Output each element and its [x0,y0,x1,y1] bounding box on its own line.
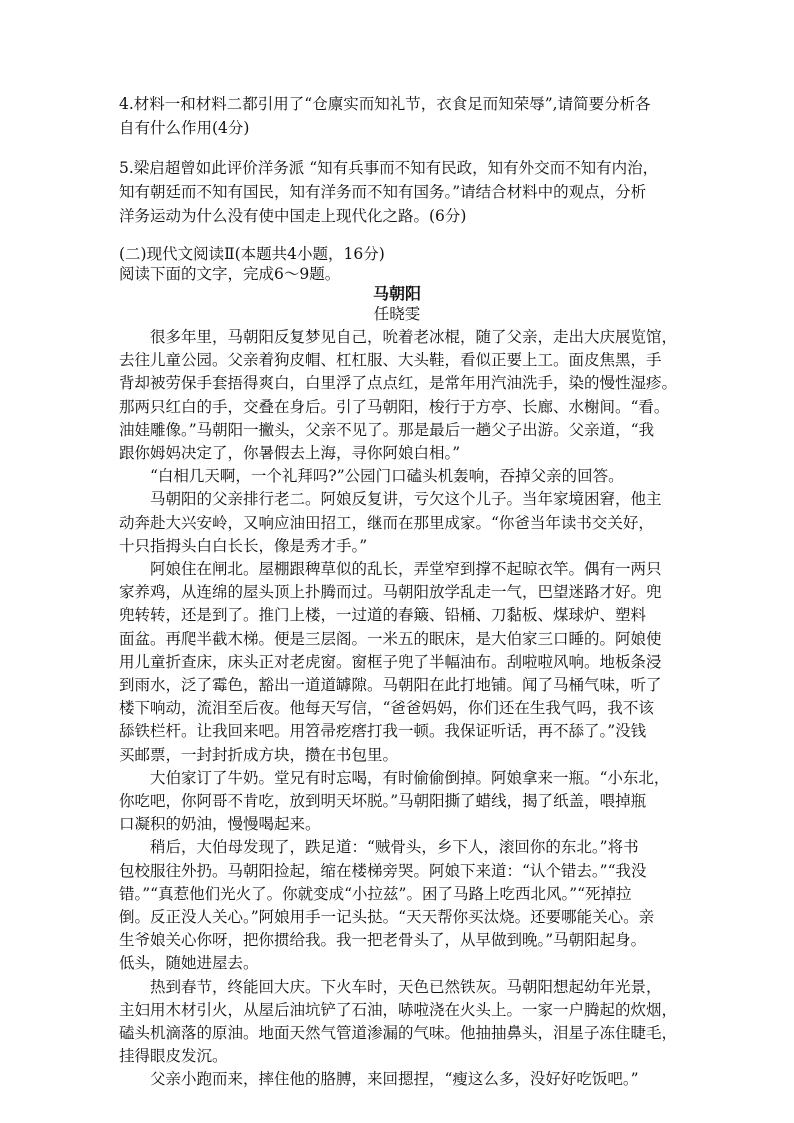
article-line: 买邮票，一封封折成方块，攒在书包里。 [119,746,399,764]
article-line: 到雨水，泛了霉色，豁出一道道罅隙。马朝阳在此打地铺。闻了马桶气味，听了 [119,676,662,694]
question-5-line-2: 知有朝廷而不知有国民，知有洋务而不知有国务。”请结合材料中的观点，分析 [119,183,647,201]
article-line: 生爷娘关心你呀，把你掼给我。我一把老骨头了，从早做到晚。”马朝阳起身。 [119,931,647,949]
article-line: 父亲小跑而来，摔住他的胳膊，来回摁捏，“瘦这么多，没好好吃饭吧。” [119,1070,639,1088]
article-line: “白相几天啊，一个礼拜吗?”公园门口磕头机轰响，吞掉父亲的回答。 [119,467,624,485]
article-line: 磕头机滴落的原油。地面天然气管道渗漏的气味。他抽抽鼻头，泪星子冻住睫毛， [119,1024,678,1042]
article-title: 马朝阳 [372,284,421,303]
article-line: 低头，随她进屋去。 [119,954,259,972]
article-line: 挂得眼皮发沉。 [119,1047,228,1065]
article-line: 兜转转，还是到了。推门上楼，一过道的春簸、铅桶、刀黏板、煤球炉、塑料 [119,606,647,624]
article-line: 你吃吧，你阿哥不肯吃，放到明天坏脱。”马朝阳撕了蜡线，揭了纸盖，喂掉瓶 [119,792,647,810]
article-line: 很多年里，马朝阳反复梦见自己，吮着老冰棍，随了父亲，走出大庆展览馆， [119,328,678,346]
article-line: 包校服往外扔。马朝阳捡起，缩在楼梯旁哭。阿娘下来道：“认个错去。”“我没 [119,862,647,880]
question-4-line-1: 4.材料一和材料二都引用了“仓廪实而知礼节，衣食足而知荣辱”,请简要分析各 [119,95,651,113]
article-line: 用儿童折查床，床头正对老虎窗。窗框子兜了半幅油布。刮啦啦风响。地板条浸 [119,653,662,671]
article-line: 大伯家订了牛奶。堂兄有时忘喝，有时偷偷倒掉。阿娘拿来一瓶。“小东北， [119,769,670,787]
section-heading: (二)现代文阅读Ⅱ(本题共4小题，16分) [119,245,385,263]
article-line: 主妇用木材引火，从屋后油坑铲了石油，哧啦浇在火头上。一家一户腾起的炊烟， [119,1001,678,1019]
article-line: 楼下响动，流泪至后夜。他每天写信，“爸爸妈妈，你们还在生我气吗，我不该 [119,699,654,717]
article-line: 口凝积的奶油，慢慢喝起来。 [119,815,321,833]
article-line: 跟你姆妈决定了，你暑假去上海，寻你阿娘白相。” [119,444,461,462]
question-5-line-1: 5.梁启超曾如此评价洋务派 “知有兵事而不知有民政，知有外交而不知有内治， [119,159,659,177]
article-line: 十只指拇头白白长长，像是秀才手。” [119,537,368,555]
article-line: 去往儿童公园。父亲着狗皮帽、杠杠服、大头鞋，看似正要上工。面皮焦黑，手 [119,351,662,369]
article-line: 面盆。再爬半截木梯。便是三层阁。一米五的眠床，是大伯家三口睡的。阿娘使 [119,630,662,648]
article-line: 背却被劳保手套捂得爽白，白里浮了点点红，是常年用汽油洗手，染的慢性湿疹。 [119,374,678,392]
article-line: 错。”“真惹他们光火了。你就变成“小拉兹”。困了马路上吃西北风。”“死掉拉 [119,885,632,903]
question-5-line-3: 洋务运动为什么没有使中国走上现代化之路。(6分) [119,207,467,225]
article-line: 动奔赴大兴安岭，又响应油田招工，继而在那里成家。“你爸当年读书交关好， [119,514,654,532]
question-4-line-2: 自有什么作用(4分) [119,119,250,137]
section-instruction: 阅读下面的文字，完成6～9题。 [119,265,341,283]
article-line: 舔铁栏杆。让我回来吧。用笤帚疙瘩打我一顿。我保证听话，再不舔了。”没钱 [119,722,647,740]
article-line: 热到春节，终能回大庆。下火车时，天色已然铁灰。马朝阳想起幼年光景， [119,978,662,996]
article-author: 任晓雯 [373,305,421,323]
article-line: 那两只红白的手，交叠在身后。引了马朝阳，梭行于方亭、长廊、水榭间。“看。 [119,398,670,416]
article-line: 家养鸡，从连绵的屋头顶上扑腾而过。马朝阳放学乱走一气，巴望迷路才好。兜 [119,583,662,601]
article-line: 马朝阳的父亲排行老二。阿娘反复讲，亏欠这个儿子。当年家境困窘，他主 [119,490,662,508]
article-line: 油娃雕像。”马朝阳一撇头，父亲不见了。那是最后一趟父子出游。父亲道，“我 [119,421,655,439]
article-line: 稍后，大伯母发现了，跌足道：“贼骨头，乡下人，滚回你的东北。”将书 [119,838,639,856]
article-line: 阿娘住在闸北。屋棚跟稗草似的乱长，弄堂窄到撑不起晾衣竿。偶有一两只 [119,560,662,578]
article-line: 倒。反正没人关心。”阿娘用手一记头挞。“天天帮你买汰烧。还要哪能关心。亲 [119,908,655,926]
